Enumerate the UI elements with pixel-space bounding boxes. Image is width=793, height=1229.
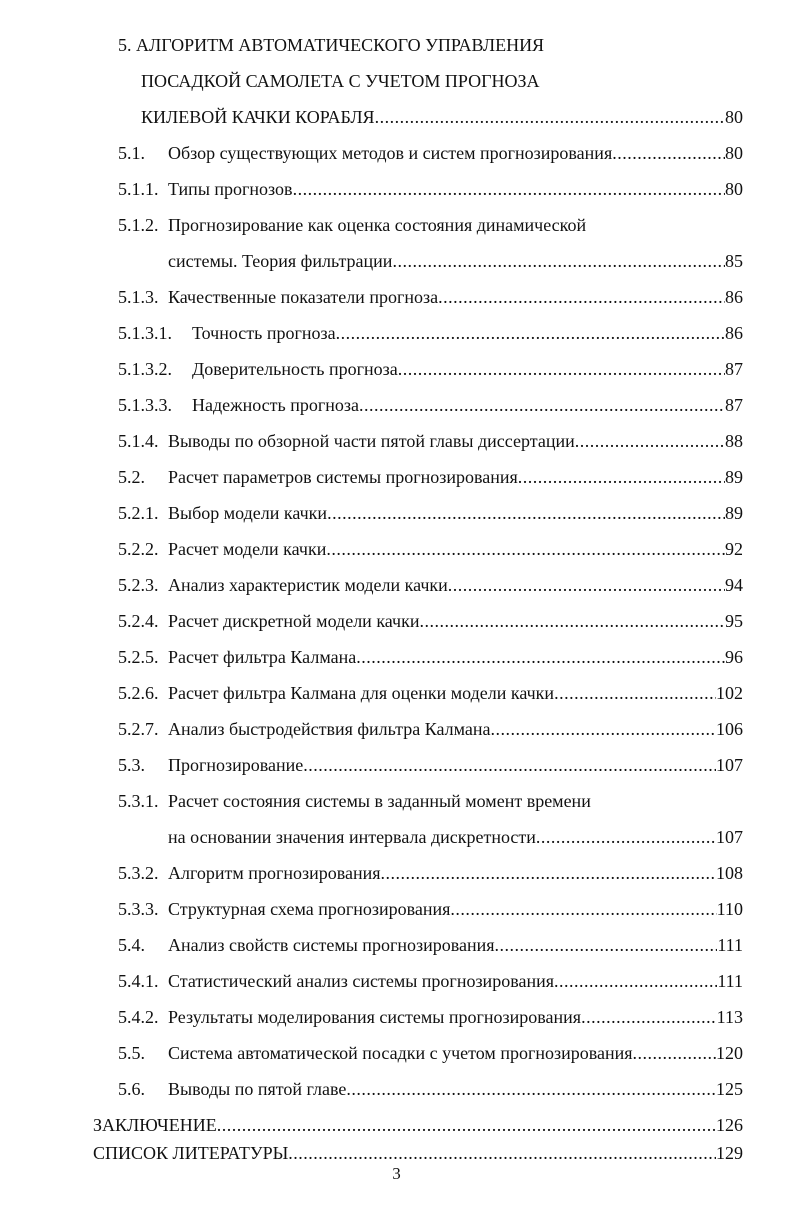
toc-entry [118, 717, 743, 741]
toc-entry-bibliography [93, 1141, 743, 1165]
entry-number: 5.4. [118, 935, 145, 955]
leader-dots [327, 501, 725, 525]
toc-entry [118, 969, 743, 993]
entry-title-continued: системы. Теория фильтрации [168, 251, 393, 271]
page-number: 3 [392, 1164, 401, 1183]
entry-page: 106 [716, 719, 743, 739]
entry-page: 110 [716, 899, 743, 919]
entry-page: 86 [725, 287, 743, 307]
leader-dots [554, 969, 717, 993]
entry-title: Типы прогнозов [168, 179, 293, 199]
leader-dots [554, 681, 716, 705]
entry-number: 5.2.5. [118, 647, 159, 667]
entry-title: Точность прогноза [192, 323, 336, 343]
entry-page: 107 [716, 755, 743, 775]
entry-page: 111 [717, 935, 743, 955]
toc-entry [118, 321, 743, 345]
toc-entry [118, 465, 743, 489]
leader-dots [438, 285, 725, 309]
entry-title: Надежность прогноза [192, 395, 359, 415]
entry-number: 5.6. [118, 1079, 145, 1099]
toc-entry [118, 429, 743, 453]
entry-title: Анализ характеристик модели качки [168, 575, 448, 595]
toc-entry [118, 933, 743, 957]
entry-page: 80 [725, 179, 743, 199]
entry-number: 5.2.4. [118, 611, 159, 631]
leader-dots [359, 393, 725, 417]
entry-page: 86 [725, 323, 743, 343]
entry-page: 129 [716, 1143, 743, 1163]
entry-title: Расчет параметров системы прогнозирования [168, 467, 518, 487]
entry-number: 5.1.3.3. [118, 395, 172, 415]
entry-page: 108 [716, 863, 743, 883]
entry-number: 5.3.2. [118, 863, 159, 883]
entry-page: 92 [725, 539, 743, 559]
entry-title: Прогнозирование [168, 755, 304, 775]
toc-entry [118, 861, 743, 885]
entry-title: Обзор существующих методов и систем прогнозирования [168, 143, 613, 163]
entry-number: 5.2. [118, 467, 145, 487]
leader-dots [356, 645, 725, 669]
chapter-page: 80 [725, 107, 743, 127]
entry-title: Расчет дискретной модели качки [168, 611, 420, 631]
entry-number: 5.2.2. [118, 539, 159, 559]
entry-title: Доверительность прогноза [192, 359, 398, 379]
toc-entry [118, 141, 743, 165]
leader-dots [303, 753, 716, 777]
chapter-title-line2: ПОСАДКОЙ САМОЛЕТА С УЧЕТОМ ПРОГНОЗА [141, 71, 540, 91]
entry-title: Расчет состояния системы в заданный момент времени [168, 791, 591, 811]
entry-page: 87 [725, 359, 743, 379]
entry-number: 5.4.1. [118, 971, 159, 991]
toc-entry [118, 753, 743, 777]
leader-dots [398, 357, 725, 381]
toc-entry [118, 1005, 743, 1029]
toc-entry-conclusion [93, 1113, 743, 1137]
entry-title: Анализ свойств системы прогнозирования [168, 935, 495, 955]
entry-title: Расчет модели качки [168, 539, 327, 559]
entry-title: СПИСОК ЛИТЕРАТУРЫ [93, 1143, 289, 1163]
toc-entry-line1 [118, 213, 586, 237]
entry-page: 126 [716, 1115, 743, 1135]
toc-entry [118, 1041, 743, 1065]
entry-title: Расчет фильтра Калмана для оценки модели качки [168, 683, 555, 703]
entry-number: 5.1.3. [118, 287, 159, 307]
entry-title: Результаты моделирования системы прогнозирования [168, 1007, 582, 1027]
leader-dots [575, 429, 725, 453]
leader-dots [448, 573, 725, 597]
leader-dots [581, 1005, 717, 1029]
entry-title: Статистический анализ системы прогнозирования [168, 971, 554, 991]
entry-page: 96 [725, 647, 743, 667]
entry-title: Выбор модели качки [168, 503, 328, 523]
entry-title: Структурная схема прогнозирования [168, 899, 451, 919]
entry-title: Качественные показатели прогноза [168, 287, 439, 307]
entry-title: Система автоматической посадки с учетом прогнозирования [168, 1043, 633, 1063]
toc-entry [118, 501, 743, 525]
entry-number: 5.1.4. [118, 431, 159, 451]
leader-dots [217, 1113, 716, 1137]
entry-title: Выводы по обзорной части пятой главы диссертации [168, 431, 575, 451]
toc-entry [118, 177, 743, 201]
toc-entry [118, 609, 743, 633]
leader-dots [420, 609, 726, 633]
leader-dots [612, 141, 725, 165]
leader-dots [381, 861, 717, 885]
toc-entry [118, 285, 743, 309]
entry-number: 5.2.6. [118, 683, 159, 703]
entry-number: 5.4.2. [118, 1007, 159, 1027]
entry-number: 5.1.1. [118, 179, 159, 199]
chapter-title-line1: АЛГОРИТМ АВТОМАТИЧЕСКОГО УПРАВЛЕНИЯ [136, 35, 545, 55]
leader-dots [336, 321, 725, 345]
entry-number: 5.1.3.1. [118, 323, 172, 343]
entry-number: 5.5. [118, 1043, 145, 1063]
entry-page: 111 [717, 971, 743, 991]
toc-entry [118, 393, 743, 417]
chapter-title-line3-row [141, 105, 743, 129]
leader-dots [346, 1077, 716, 1101]
leader-dots [293, 177, 725, 201]
toc-entry [118, 1077, 743, 1101]
entry-page: 88 [725, 431, 743, 451]
toc-entry [118, 537, 743, 561]
entry-title: ЗАКЛЮЧЕНИЕ [93, 1115, 217, 1135]
leader-dots [288, 1141, 716, 1165]
entry-page: 94 [725, 575, 743, 595]
entry-number: 5.3.1. [118, 791, 159, 811]
leader-dots [375, 105, 725, 129]
entry-title-continued: на основании значения интервала дискретности [168, 827, 536, 847]
chapter-title-line3: КИЛЕВОЙ КАЧКИ КОРАБЛЯ [141, 107, 375, 127]
entry-number: 5.1.2. [118, 215, 159, 235]
entry-page: 95 [725, 611, 743, 631]
leader-dots [495, 933, 718, 957]
chapter-number: 5. [118, 35, 132, 55]
entry-page: 89 [725, 467, 743, 487]
toc-entry-line1 [118, 789, 591, 813]
leader-dots [518, 465, 725, 489]
entry-title: Прогнозирование как оценка состояния динамической [168, 215, 587, 235]
entry-page: 107 [716, 827, 743, 847]
entry-page: 85 [725, 251, 743, 271]
chapter-heading-line1 [118, 33, 544, 57]
entry-page: 89 [725, 503, 743, 523]
entry-number: 5.2.3. [118, 575, 159, 595]
leader-dots [491, 717, 716, 741]
toc-entry [118, 573, 743, 597]
entry-page: 125 [716, 1079, 743, 1099]
toc-entry-line2 [168, 825, 743, 849]
toc-entry-line2 [168, 249, 743, 273]
entry-number: 5.1. [118, 143, 145, 163]
entry-number: 5.1.3.2. [118, 359, 172, 379]
entry-title: Алгоритм прогнозирования [168, 863, 381, 883]
toc-entry [118, 357, 743, 381]
entry-page: 120 [716, 1043, 743, 1063]
entry-title: Анализ быстродействия фильтра Калмана [168, 719, 491, 739]
entry-title: Выводы по пятой главе [168, 1079, 347, 1099]
entry-number: 5.3. [118, 755, 145, 775]
entry-page: 102 [716, 683, 743, 703]
leader-dots [633, 1041, 716, 1065]
leader-dots [326, 537, 725, 561]
leader-dots [392, 249, 725, 273]
leader-dots [450, 897, 716, 921]
entry-page: 87 [725, 395, 743, 415]
entry-page: 80 [725, 143, 743, 163]
entry-number: 5.2.7. [118, 719, 159, 739]
entry-number: 5.2.1. [118, 503, 159, 523]
entry-number: 5.3.3. [118, 899, 159, 919]
toc-entry [118, 645, 743, 669]
entry-page: 113 [716, 1007, 743, 1027]
toc-entry [118, 681, 743, 705]
entry-title: Расчет фильтра Калмана [168, 647, 357, 667]
toc-entry [118, 897, 743, 921]
leader-dots [536, 825, 716, 849]
